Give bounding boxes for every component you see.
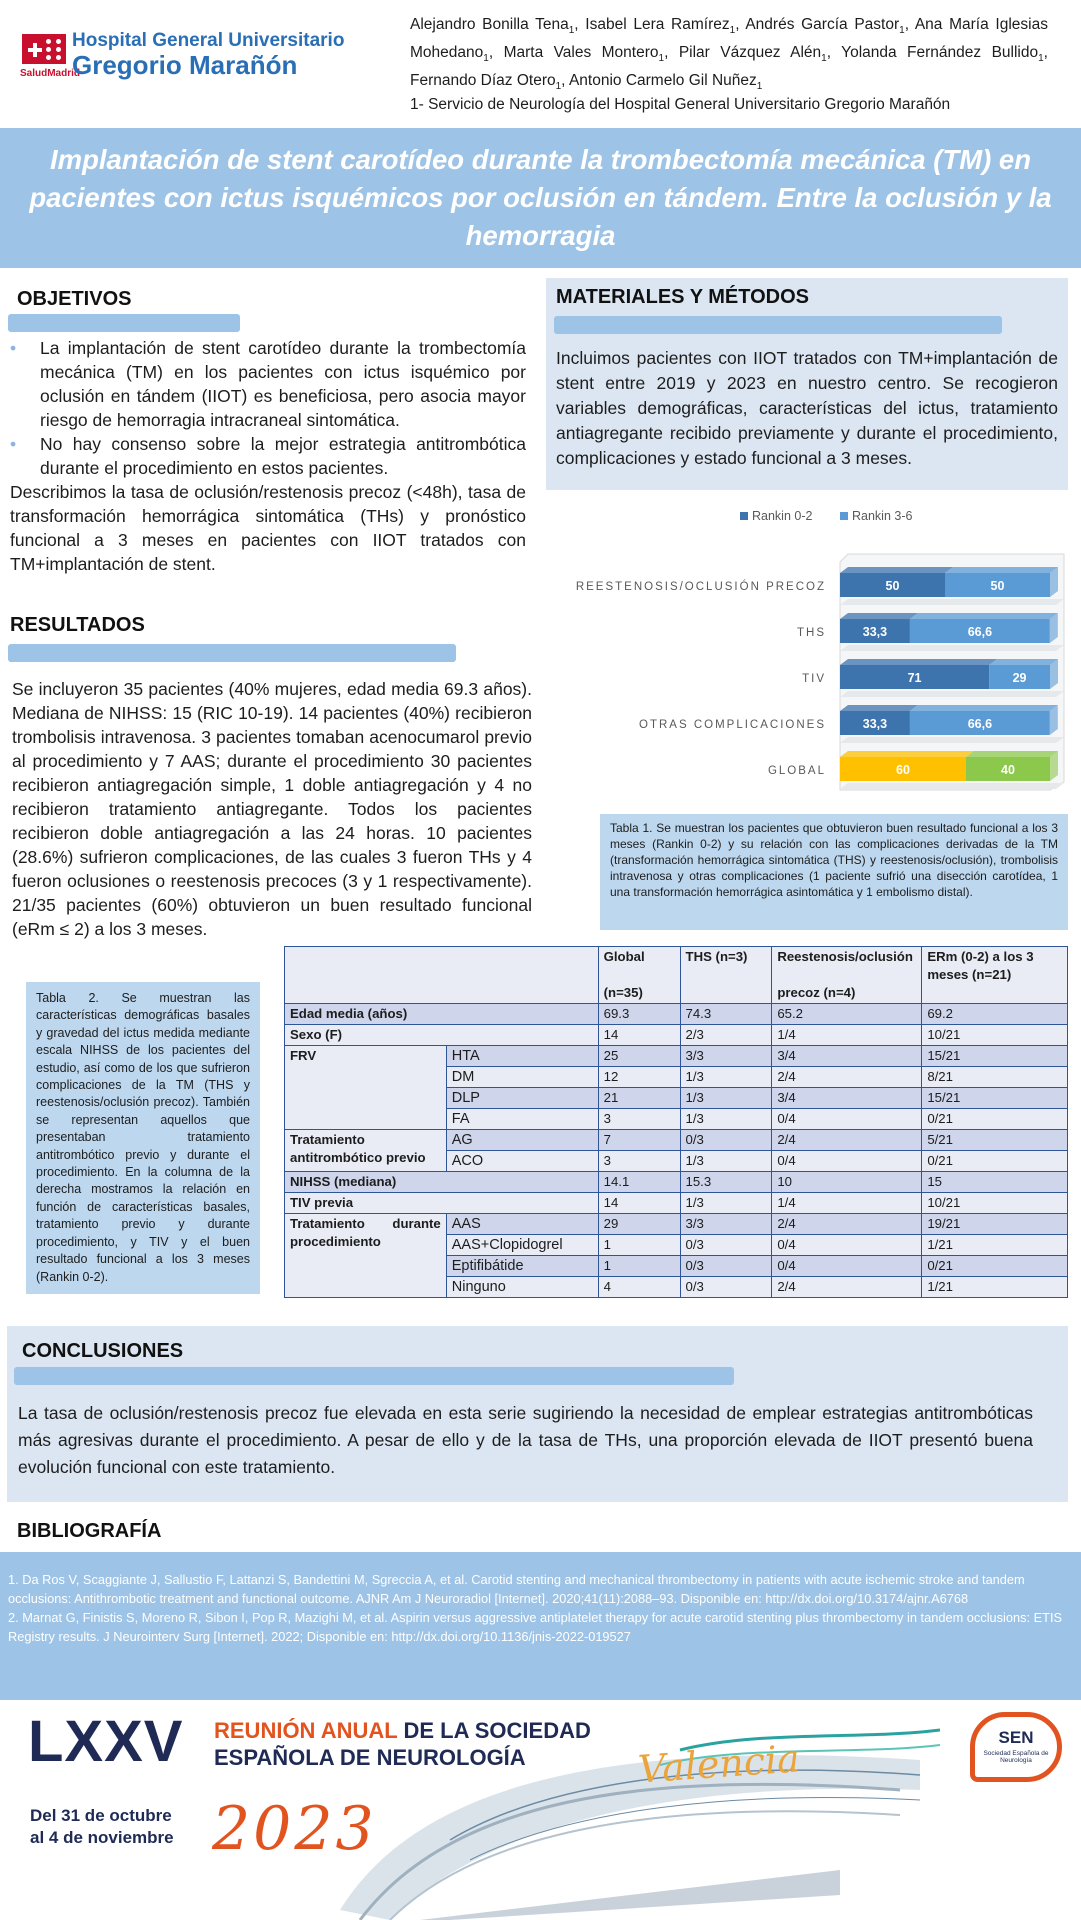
table-value-cell: 0/3 bbox=[680, 1256, 772, 1277]
category-label: REESTENOSIS/OCLUSIÓN PRECOZ bbox=[575, 581, 826, 593]
objetivos-bar bbox=[8, 314, 240, 332]
reference-item: 2. Marnat G, Finistis S, Moreno R, Sibon I, Pop R, Mazighi M, et al. Aspirin versus aggressive antiplatelet therapy for acute carotid stenting plus thrombectomy in tandem occlusions: ETIS Registry results. J Neurointerv Surg [Internet]. 2022; Disponible en: http://dx.doi.org/10.1136/jnis-2022-019527 bbox=[8, 1610, 1063, 1644]
table-value-cell: 74.3 bbox=[680, 1004, 772, 1025]
table-row bbox=[285, 1193, 1068, 1214]
table-value-cell: 19/21 bbox=[922, 1214, 1068, 1235]
table-value-cell: 2/4 bbox=[772, 1067, 922, 1088]
table-subgroup-cell: AAS+Clopidogrel bbox=[446, 1235, 598, 1256]
bar-top bbox=[840, 659, 997, 665]
table-value-cell: 25 bbox=[598, 1046, 680, 1067]
data-label: 40 bbox=[1001, 763, 1015, 777]
table-value-cell: 15 bbox=[922, 1172, 1068, 1193]
table-value-cell: 10/21 bbox=[922, 1193, 1068, 1214]
author-affiliation-index: 1 bbox=[899, 25, 905, 37]
table-value-cell: 1/4 bbox=[772, 1193, 922, 1214]
table-subgroup-cell: DM bbox=[446, 1067, 598, 1088]
congress-number: LXXV bbox=[28, 1709, 184, 1774]
legend-label: Rankin 3-6 bbox=[852, 509, 913, 523]
objetivos-paragraph: Describimos la tasa de oclusión/restenosis precoz (<48h), tasa de transformación hemorrágica sintomática (THs) y pronóstico funcional a 3 meses en pacientes con IIOT tratados con TM+implantación de stent. bbox=[10, 482, 526, 574]
table-value-cell: 0/21 bbox=[922, 1256, 1068, 1277]
chart-row-ledge bbox=[840, 645, 1064, 651]
table-group-cell: Sexo (F) bbox=[285, 1025, 599, 1046]
bar-top bbox=[910, 613, 1058, 619]
data-label: 66,6 bbox=[967, 625, 993, 639]
table-header-row bbox=[285, 947, 1068, 1004]
objetivos-heading: OBJETIVOS bbox=[17, 288, 132, 310]
author-affiliation-index: 1 bbox=[483, 53, 489, 65]
legend-swatch bbox=[740, 512, 748, 520]
author-affiliation-index: 1 bbox=[729, 25, 736, 37]
table-subgroup-cell: Ninguno bbox=[446, 1277, 598, 1298]
affiliation: 1- Servicio de Neurología del Hospital General Universitario Gregorio Marañón bbox=[410, 96, 951, 113]
author-affiliation-index: 1 bbox=[821, 53, 827, 65]
bar-top bbox=[945, 567, 1058, 573]
author-affiliation-index: 1 bbox=[1038, 53, 1044, 65]
congress-year: 2023 bbox=[212, 1794, 377, 1864]
resultados-text: Se incluyeron 35 pacientes (40% mujeres, edad media 69.3 años). Mediana de NIHSS: 15 (RIC 10-19). 14 pacientes (40%) recibieron trombolisis intravenosa. 3 pacientes tomaban acenocumarol previo al procedimiento y 7 AAS; durante el procedimiento 30 pacientes recibieron antiagregación simple, 1 doble antiagregación y 4 no recibieron tratamiento antiagregante. Todos los pacientes recibieron doble antiagregación a las 24 horas. 10 pacientes (28.6%) sufrieron complicaciones, de las cuales 3 fueron THs y 4 fueron oclusiones o reestenosis precoces (3 y 1 respectivamente). 21/35 pacientes (60%) obtuvieron un buen resultado funcional (eRm ≤ 2) a los 3 meses. bbox=[12, 679, 532, 939]
table-value-cell: 1/21 bbox=[922, 1277, 1068, 1298]
data-label: 66,6 bbox=[967, 717, 993, 731]
data-label: 50 bbox=[885, 579, 900, 593]
bibliografia-list bbox=[8, 1570, 1070, 1646]
author-name: Alejandro Bonilla Tena bbox=[410, 16, 569, 33]
hospital-logo bbox=[20, 30, 380, 90]
table-group-cell: Edad media (años) bbox=[285, 1004, 599, 1025]
category-label: TIV bbox=[802, 673, 826, 685]
table-value-cell: 14 bbox=[598, 1193, 680, 1214]
data-label: 29 bbox=[1012, 671, 1027, 685]
table-value-cell: 2/3 bbox=[680, 1025, 772, 1046]
author-affiliation-index: 1 bbox=[756, 81, 763, 93]
table-value-cell: 1/3 bbox=[680, 1151, 772, 1172]
chart-row-ledge bbox=[840, 737, 1064, 743]
table-value-cell: 1/3 bbox=[680, 1088, 772, 1109]
table-value-cell: 0/4 bbox=[772, 1151, 922, 1172]
table-header-blank bbox=[285, 947, 599, 1004]
data-label: 60 bbox=[896, 763, 910, 777]
table-header-cell: ERm (0-2) a los 3 meses (n=21) bbox=[922, 947, 1068, 1004]
table-value-cell: 4 bbox=[598, 1277, 680, 1298]
author-affiliation-index: 1 bbox=[658, 53, 665, 65]
table-value-cell: 3/3 bbox=[680, 1214, 772, 1235]
table-subgroup-cell: Eptifibátide bbox=[446, 1256, 598, 1277]
reference-item: 1. Da Ros V, Scaggiante J, Sallustio F, Lattanzi S, Bandettini M, Sgreccia A, et al. Carotid stenting and mechanical thrombectomy in patients with acute ischemic stroke and tandem occlusions: Antithrombotic treatment and functional outcome. AJNR Am J Neuroradiol [Internet]. 2020;41(11):2088–93. Disponible en: http://dx.doi.org/10.3174/ajnr.A6768 bbox=[8, 1572, 1025, 1606]
results-table bbox=[284, 946, 1068, 1298]
congress-name-line2: ESPAÑOLA DE NEUROLOGÍA bbox=[214, 1745, 526, 1770]
sen-logo bbox=[970, 1712, 1062, 1782]
table-header-cell: Global (n=35) bbox=[598, 947, 680, 1004]
table-header-cell: Reestenosis/oclusión precoz (n=4) bbox=[772, 947, 922, 1004]
author-name: Marta Vales Montero bbox=[503, 44, 659, 62]
category-label: OTRAS COMPLICACIONES bbox=[639, 719, 826, 731]
objetivos-bullet: • No hay consenso sobre la mejor estrategia antitrombótica durante el procedimiento en estos pacientes. bbox=[10, 432, 526, 480]
objetivos-section bbox=[10, 336, 526, 576]
author-name: Fernando Díaz Otero bbox=[410, 72, 556, 90]
table-value-cell: 1/21 bbox=[922, 1235, 1068, 1256]
table-value-cell: 0/4 bbox=[772, 1235, 922, 1256]
legend-label: Rankin 0-2 bbox=[752, 509, 813, 523]
table-subgroup-cell: DLP bbox=[446, 1088, 598, 1109]
author-name: Antonio Carmelo Gil Nuñez bbox=[568, 72, 757, 90]
materiales-text: Incluimos pacientes con IIOT tratados con TM+implantación de stent entre 2019 y 2023 en nuestro centro. Se recogieron variables demográficas, características del ictus, tratamiento antiagregante recibido previamente y durante el procedimiento, complicaciones y estado funcional a 3 meses. bbox=[556, 348, 1058, 468]
table-value-cell: 15.3 bbox=[680, 1172, 772, 1193]
tabla2-caption: Tabla 2. Se muestran las características demográficas basales y gravedad del ictus medida mediante escala NIHSS de los pacientes del estudio, así como de los que sufrieron complicaciones de la TM (THS y reestenosis/oclusión precoz). También se representan aquellos que presentaban tratamiento antitrombótico previo y durante el procedimiento. En la columna de la derecha mostramos la relación en función de características basales, tratamiento previo y durante procedimiento, y TIV y el buen resultado funcional a los 3 meses (Rankin 0-2). bbox=[26, 982, 260, 1294]
table-value-cell: 8/21 bbox=[922, 1067, 1068, 1088]
bibliografia-heading: BIBLIOGRAFÍA bbox=[17, 1520, 162, 1542]
resultados-bar bbox=[8, 644, 456, 662]
congress-name-line1 bbox=[214, 1718, 591, 1744]
table-row bbox=[285, 1025, 1068, 1046]
table-group-cell: Tratamiento durante procedimiento bbox=[285, 1214, 447, 1298]
data-label: 33,3 bbox=[862, 625, 888, 639]
table-value-cell: 0/21 bbox=[922, 1151, 1068, 1172]
author-affiliation-index: 1 bbox=[568, 25, 575, 37]
data-label: 71 bbox=[907, 671, 922, 685]
table-subgroup-cell: AG bbox=[446, 1130, 598, 1151]
table-value-cell: 2/4 bbox=[772, 1277, 922, 1298]
table-value-cell: 14 bbox=[598, 1025, 680, 1046]
bar-top bbox=[910, 705, 1058, 711]
congress-dates-line1: Del 31 de octubre bbox=[30, 1806, 172, 1825]
table-value-cell: 1/3 bbox=[680, 1067, 772, 1088]
author-name: Pilar Vázquez Alén bbox=[678, 44, 822, 62]
author-name: Andrés García Pastor bbox=[745, 16, 900, 33]
conclusiones-text: La tasa de oclusión/restenosis precoz fue elevada en esta serie sugiriendo la necesidad de emplear estrategias antitrombóticas más agresivas durante el procedimiento. A pesar de ello y de la tasa de THs, una proporción elevada de IIOT presentó buena evolución funcional con este tratamiento. bbox=[18, 1403, 1033, 1477]
chart-row-ledge bbox=[840, 691, 1064, 697]
hospital-name-line1: Hospital General Universitario bbox=[72, 30, 345, 51]
table-value-cell: 0/3 bbox=[680, 1235, 772, 1256]
table-value-cell: 15/21 bbox=[922, 1088, 1068, 1109]
sen-logo-text: SEN bbox=[998, 1728, 1034, 1747]
table-value-cell: 3 bbox=[598, 1151, 680, 1172]
hospital-name-line2: Gregorio Marañón bbox=[72, 50, 298, 80]
table-value-cell: 1/3 bbox=[680, 1109, 772, 1130]
table-subgroup-cell: AAS bbox=[446, 1214, 598, 1235]
table-value-cell: 12 bbox=[598, 1067, 680, 1088]
materiales-heading: MATERIALES Y MÉTODOS bbox=[556, 286, 809, 308]
table-value-cell: 69.2 bbox=[922, 1004, 1068, 1025]
bar-top bbox=[840, 705, 918, 711]
conclusiones-bar bbox=[14, 1367, 734, 1385]
title-band bbox=[0, 128, 1081, 268]
data-label: 33,3 bbox=[862, 717, 888, 731]
table-value-cell: 1 bbox=[598, 1256, 680, 1277]
saludmadrid-text: SaludMadrid bbox=[20, 68, 81, 79]
table-row bbox=[285, 1130, 1068, 1151]
table-value-cell: 0/21 bbox=[922, 1109, 1068, 1130]
data-label: 50 bbox=[990, 579, 1005, 593]
bar-top bbox=[840, 613, 918, 619]
congress-name-rest: DE LA SOCIEDAD bbox=[403, 1718, 591, 1743]
chart-row-ledge bbox=[840, 599, 1064, 605]
table-value-cell: 0/3 bbox=[680, 1277, 772, 1298]
author-list: Alejandro Bonilla Tena$_1$, Isabel Lera Ramírez$_1$, Andrés García Pastor$_1$, Ana María Iglesias Mohedano$_1$, Marta Vales Montero$_1$, Pilar Vázquez Alén$_1$, Yolanda Fernández Bullido$_1$, Fernando Díaz Otero$_1$, Antonio Carmelo Gil Nuñez$_1$ bbox=[410, 16, 1048, 93]
table-value-cell: 1 bbox=[598, 1235, 680, 1256]
table-value-cell: 7 bbox=[598, 1130, 680, 1151]
table-group-cell: Tratamiento antitrombótico previo bbox=[285, 1130, 447, 1172]
bar-top bbox=[840, 751, 974, 757]
conclusiones-heading: CONCLUSIONES bbox=[22, 1340, 184, 1362]
table-header-cell: THS (n=3) bbox=[680, 947, 772, 1004]
table-group-cell: NIHSS (mediana) bbox=[285, 1172, 599, 1193]
poster-title: Implantación de stent carotídeo durante la trombectomía mecánica (TM) en pacientes con ictus isquémicos por oclusión en tándem. Entre la oclusión y la hemorragia bbox=[29, 144, 1052, 251]
materiales-bar bbox=[554, 316, 1002, 334]
category-label: THS bbox=[797, 627, 826, 639]
table-value-cell: 3/3 bbox=[680, 1046, 772, 1067]
table-value-cell: 14.1 bbox=[598, 1172, 680, 1193]
resultados-heading: RESULTADOS bbox=[10, 614, 145, 636]
table-value-cell: 0/4 bbox=[772, 1256, 922, 1277]
category-label: GLOBAL bbox=[767, 765, 826, 777]
table-value-cell: 15/21 bbox=[922, 1046, 1068, 1067]
table-value-cell: 1/3 bbox=[680, 1193, 772, 1214]
author-affiliation-index: 1 bbox=[555, 81, 562, 93]
table-value-cell: 5/21 bbox=[922, 1130, 1068, 1151]
poster-header bbox=[0, 0, 1081, 128]
table-value-cell: 69.3 bbox=[598, 1004, 680, 1025]
table-subgroup-cell: ACO bbox=[446, 1151, 598, 1172]
table-value-cell: 0/4 bbox=[772, 1109, 922, 1130]
rankin-chart bbox=[560, 500, 1070, 800]
table-value-cell: 21 bbox=[598, 1088, 680, 1109]
author-name: Yolanda Fernández Bullido bbox=[841, 44, 1039, 62]
congress-city: Valencia bbox=[636, 1736, 802, 1792]
bar-top bbox=[989, 659, 1058, 665]
table-row bbox=[285, 1004, 1068, 1025]
tabla1-caption: Tabla 1. Se muestran los pacientes que obtuvieron buen resultado funcional a los 3 meses (Rankin 0-2) y su relación con las complicaciones derivadas de la TM (transformación hemorrágica sintomática (THS) y reestenosis/oclusión), trombolisis intravenosa y otras complicaciones (1 paciente sufrió una disección carotídea, 1 una transformación hemorrágica asintomática y 1 embolismo distal). bbox=[600, 814, 1068, 930]
congress-dates-line2: al 4 de noviembre bbox=[30, 1828, 174, 1847]
table-value-cell: 3 bbox=[598, 1109, 680, 1130]
table-value-cell: 1/4 bbox=[772, 1025, 922, 1046]
table-subgroup-cell: HTA bbox=[446, 1046, 598, 1067]
table-value-cell: 2/4 bbox=[772, 1214, 922, 1235]
table-value-cell: 3/4 bbox=[772, 1088, 922, 1109]
table-row bbox=[285, 1214, 1068, 1235]
table-value-cell: 3/4 bbox=[772, 1046, 922, 1067]
chart-row-ledge bbox=[840, 783, 1064, 789]
author-name: Isabel Lera Ramírez bbox=[585, 16, 730, 33]
table-row bbox=[285, 1172, 1068, 1193]
table-row bbox=[285, 1046, 1068, 1067]
table-group-cell: TIV previa bbox=[285, 1193, 599, 1214]
congress-name-accent: REUNIÓN ANUAL bbox=[214, 1718, 404, 1743]
table-value-cell: 10 bbox=[772, 1172, 922, 1193]
legend-swatch bbox=[840, 512, 848, 520]
madrid-flag-icon bbox=[22, 34, 66, 64]
sen-logo-subtext: Sociedad Española de Neurología bbox=[983, 1750, 1049, 1764]
table-value-cell: 65.2 bbox=[772, 1004, 922, 1025]
table-group-cell: FRV bbox=[285, 1046, 447, 1130]
table-subgroup-cell: FA bbox=[446, 1109, 598, 1130]
table-value-cell: 2/4 bbox=[772, 1130, 922, 1151]
bar-top bbox=[966, 751, 1058, 757]
table-value-cell: 0/3 bbox=[680, 1130, 772, 1151]
table-value-cell: 29 bbox=[598, 1214, 680, 1235]
author-name: Ana María Iglesias Mohedano bbox=[410, 16, 1048, 62]
objetivos-bullet: • La implantación de stent carotídeo durante la trombectomía mecánica (TM) en los pacientes con ictus isquémico por oclusión en tándem (IIOT) es beneficiosa, pero asocia mayor riesgo de hemorragia intracraneal sintomática. bbox=[10, 336, 526, 432]
bar-top bbox=[840, 567, 953, 573]
table-value-cell: 10/21 bbox=[922, 1025, 1068, 1046]
